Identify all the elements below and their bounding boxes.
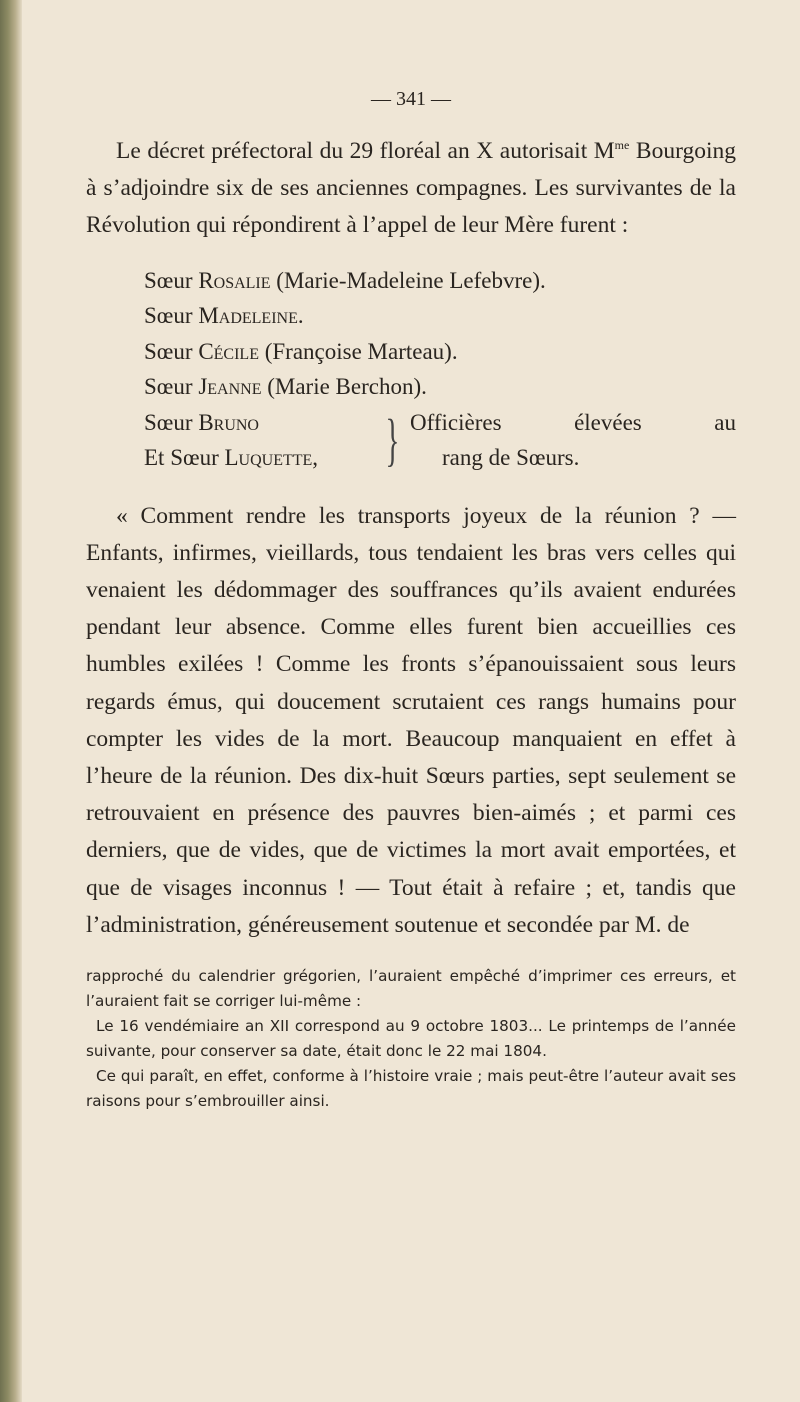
footnote-line: Le 16 vendémiaire an XII correspond au 9 octobre 1803... Le printemps de l’année suivante, pour conserver sa date, était donc le 22 mai 1804.	[86, 1017, 736, 1061]
paragraph-decree-rest: Bourgoing à s’adjoindre six de ses anciennes compagnes. Les survivantes de la Révolution qui répondirent à l’appel de leur Mère furent :	[86, 138, 736, 239]
list-item: Sœur Rosalie (Marie-Madeleine Lefebvre).	[144, 267, 546, 293]
book-page	[86, 88, 736, 1114]
sister-name: Rosalie	[198, 267, 271, 293]
paragraph-decree	[86, 133, 736, 245]
sister-name: Madeleine.	[198, 303, 304, 329]
sister-name: Jeanne	[198, 374, 262, 400]
sister-name: Luquette,	[224, 445, 319, 471]
footnote-line: rapproché du calendrier grégorien, l’auraient empêché d’imprimer ces erreurs, et l’auraient fait se corriger lui-même :	[86, 967, 736, 1011]
list-item: Et Sœur Luquette,	[144, 445, 319, 471]
paragraph-reunion: « Comment rendre les transports joyeux de la réunion ? — Enfants, infirmes, vieillards, tous tendaient les bras vers celles qui venaient les dédommager des souffrances qu’ils avaient endurées pendant leur absence. Comme elles furent bien accueillies ces humbles exilées ! Comme les fronts s’épanouissaient sous leurs regards émus, qui doucement scrutaient ces rangs humains pour compter les vides de la mort. Beaucoup manquaient en effet à l’heure de la réunion. Des dix-huit Sœurs parties, sept seulement se retrouvaient en présence des pauvres bien-aimés ; et parmi ces derniers, que de vides, que de victimes la mort avait emportées, et que de visages inconnus ! — Tout était à refaire ; et, tandis que l’administration, généreusement soutenue et secondée par M. de	[86, 502, 736, 938]
list-item: Sœur Bruno	[144, 409, 259, 435]
footnotes	[86, 964, 736, 1114]
list-item: Sœur Jeanne (Marie Berchon).	[144, 374, 427, 400]
page-number: — 341 —	[371, 88, 451, 110]
officers-note: Officières élevées au rang de Sœurs.	[410, 409, 736, 471]
footnote-line: Ce qui paraît, en effet, conforme à l’histoire vraie ; mais peut-être l’auteur avait ses raisons pour s’embrouiller ainsi.	[86, 1067, 736, 1111]
paragraph-decree-start: Le décret préfectoral du 29 floréal an X autorisait M	[116, 138, 615, 164]
list-item: Sœur Cécile (Françoise Marteau).	[144, 338, 458, 364]
officers-pair	[144, 405, 736, 476]
sisters-list	[144, 263, 736, 476]
sister-name: Bruno	[198, 409, 259, 435]
brace-icon: }	[385, 407, 400, 473]
madame-superscript: me	[614, 138, 630, 153]
list-item: Sœur Madeleine.	[144, 303, 304, 329]
sister-name: Cécile	[198, 338, 259, 364]
book-spine-shadow	[0, 0, 22, 1402]
